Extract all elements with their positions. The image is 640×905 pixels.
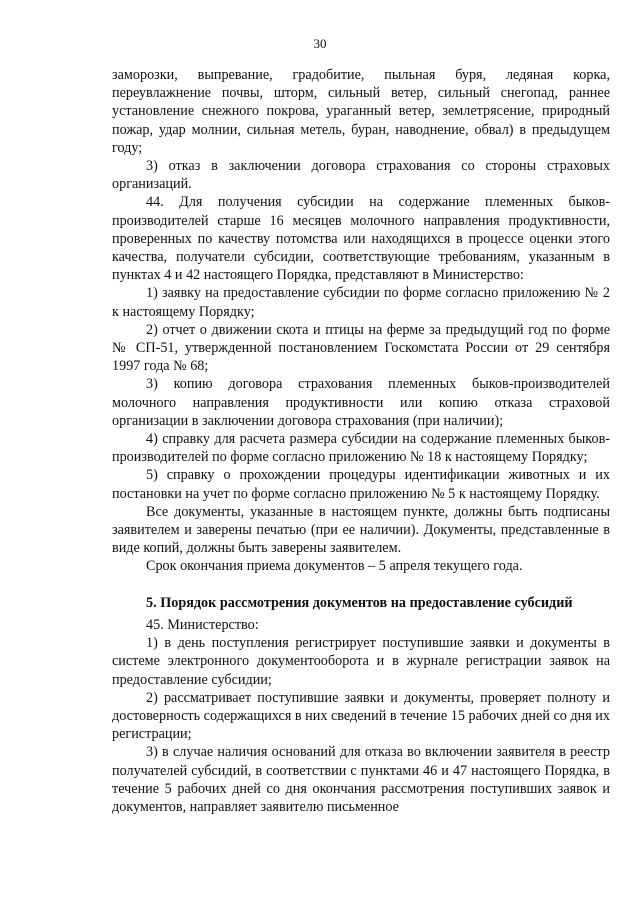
paragraph-45-item-1: 1) в день поступления регистрирует поступившие заявки и документы в системе электронного документооборота и в журнале регистрации заявок на предоставление субсидии; [112,635,610,688]
paragraph-44-item-1: 1) заявку на предоставление субсидии по форме согласно приложению № 2 к настоящему Порядку; [112,285,610,320]
page-number: 30 [313,36,327,51]
paragraph-item-3-refusal: 3) отказ в заключении договора страхования со стороны страховых организаций. [112,158,610,193]
paragraph-documents-signing: Все документы, указанные в настоящем пункте, должны быть подписаны заявителем и заверены печатью (при ее наличии). Документы, представленные в виде копий, должны быть заверены заявителем. [112,503,610,557]
paragraph-44-item-3: 3) копию договора страхования племенных быков-производителей молочного направления продуктивности или копию отказа страховой организации в заключении договора страхования (при наличии); [112,376,610,429]
paragraph-45-item-3: 3) в случае наличия оснований для отказа во включении заявителя в реестр получателей субсидий, в соответствии с пунктами 46 и 47 настоящего Порядка, в течение 5 рабочих дней со дня окончания рассмотрения поступивших заявок и документов, направляет заявителю письменное [112,744,610,815]
document-body [112,66,610,816]
paragraph-deadline: Срок окончания приема документов – 5 апреля текущего года. [146,558,523,575]
paragraph-45: 45. Министерство: [146,616,259,633]
paragraph-45-item-2: 2) рассматривает поступившие заявки и документы, проверяет полноту и достоверность содержащихся в них сведений в течение 15 рабочих дней со дня их регистрации; [112,689,610,743]
paragraph-continuation: заморозки, выпревание, градобитие, пыльная буря, ледяная корка, переувлажнение почвы, шторм, сильный ветер, сильный снегопад, раннее установление снежного покрова, ураганный ветер, землетрясение, природный пожар, удар молнии, сильная метель, буран, наводнение, обвал) в предыдущем году; [112,67,610,156]
paragraph-44: 44. Для получения субсидии на содержание племенных быков-производителей старше 16 месяцев молочного направления продуктивности, проверенных по качеству потомства или находящихся в процессе оценки этого качества, получатели субсидии, соответствующие требованиям, указанным в пунктах 4 и 42 настоящего Порядка, представляют в Министерство: [112,194,610,284]
paragraph-44-item-2: 2) отчет о движении скота и птицы на ферме за предыдущий год по форме № СП-51, утвержденной постановлением Госкомстата России от 29 сентября 1997 года № 68; [112,321,610,375]
paragraph-44-item-4: 4) справку для расчета размера субсидии на содержание племенных быков-производителей по форме согласно приложению № 18 к настоящему Порядку; [112,431,610,466]
paragraph-44-item-5: 5) справку о прохождении процедуры идентификации животных и их постановки на учет по форме согласно приложению № 5 к настоящему Порядку. [112,467,610,502]
section-heading: 5. Порядок рассмотрения документов на предоставление субсидий [146,594,573,611]
